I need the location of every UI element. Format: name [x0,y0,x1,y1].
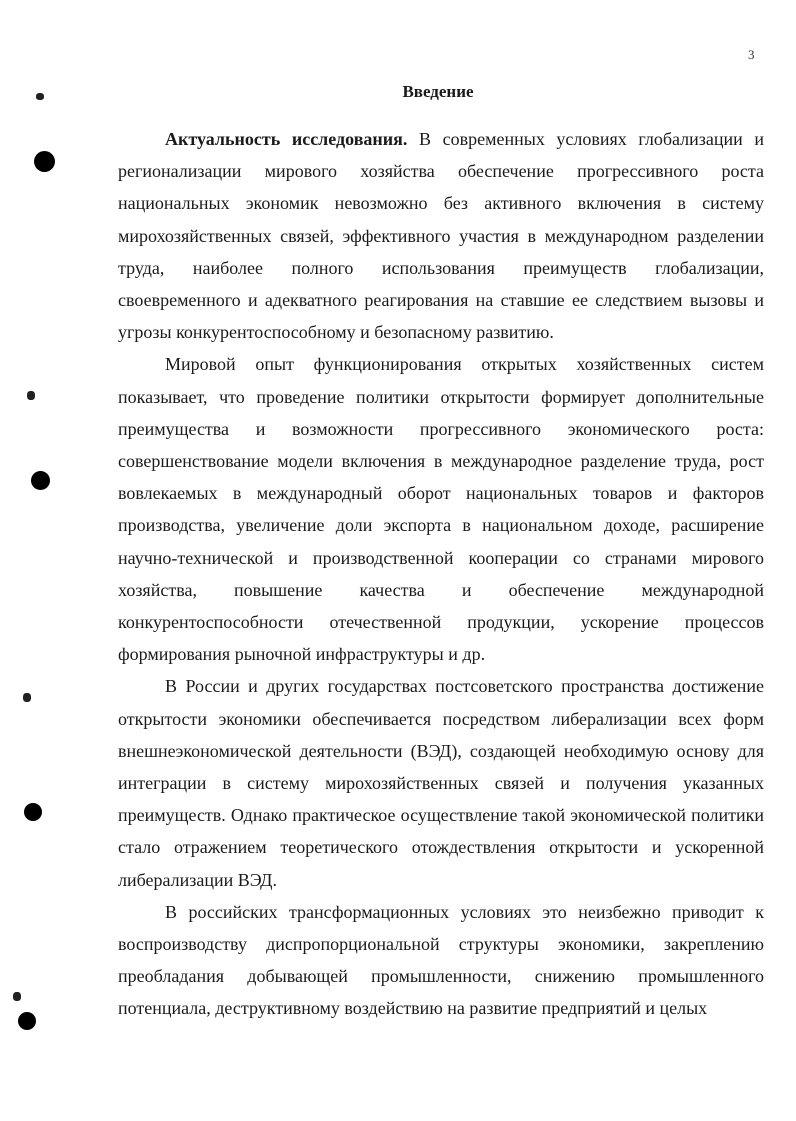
scan-speck [27,391,35,400]
paragraph-text: Мировой опыт функционирования открытых хозяйственных систем показывает, что проведение политики открытости формирует дополнительные преимущества и возможности прогрессивного экономического роста: совершенствование модели включения в международное разделение труда, рост вовлекаемых в международный оборот национальных товаров и факторов производства, увеличение доли экспорта в национальном доходе, расширение научно-технической и производственной кооперации со странами мирового хозяйства, повышение качества и обеспечение международной конкурентоспособности отечественной продукции, ускорение процессов формирования рыночной инфраструктуры и др. [118,354,764,665]
paragraph-text: В российских трансформационных условиях это неизбежно приводит к воспроизводству диспропорциональной структуры экономики, закреплению преобладания добывающей промышленности, снижению промышленного потенциала, деструктивному воздействию на развитие предприятий и целых [118,901,764,1019]
page-title: Введение [402,82,474,101]
binder-hole-mark [31,471,50,490]
paragraph-lead: Актуальность исследования. [165,129,408,149]
paragraph [118,896,764,1025]
paragraph [118,670,764,895]
binder-hole-mark [24,803,42,821]
binder-hole-mark [34,151,55,172]
binder-hole-mark [18,1012,36,1030]
body-text [118,123,764,1025]
scan-speck [36,93,44,100]
paragraph-text: В России и других государствах постсоветского пространства достижение открытости экономики обеспечивается посредством либерализации всех форм внешнеэкономической деятельности (ВЭД), создающей необходимую основу для интеграции в систему мирохозяйственных связей и получения указанных преимуществ. Однако практическое осуществление такой экономической политики стало отражением теоретического отождествления открытости и ускоренной либерализации ВЭД. [118,676,764,890]
scan-speck [23,693,31,702]
page-number: 3 [748,47,755,62]
scan-speck [13,992,21,1001]
paragraph [118,348,764,670]
paragraph [118,123,764,348]
paragraph-text: В современных условиях глобализации и регионализации мирового хозяйства обеспечение прогрессивного роста национальных экономик невозможно без активного включения в систему мирохозяйственных связей, эффективного участия в международном разделении труда, наиболее полного использования преимуществ глобализации, своевременного и адекватного реагирования на ставшие ее следствием вызовы и угрозы конкурентоспособному и безопасному развитию. [118,129,765,343]
